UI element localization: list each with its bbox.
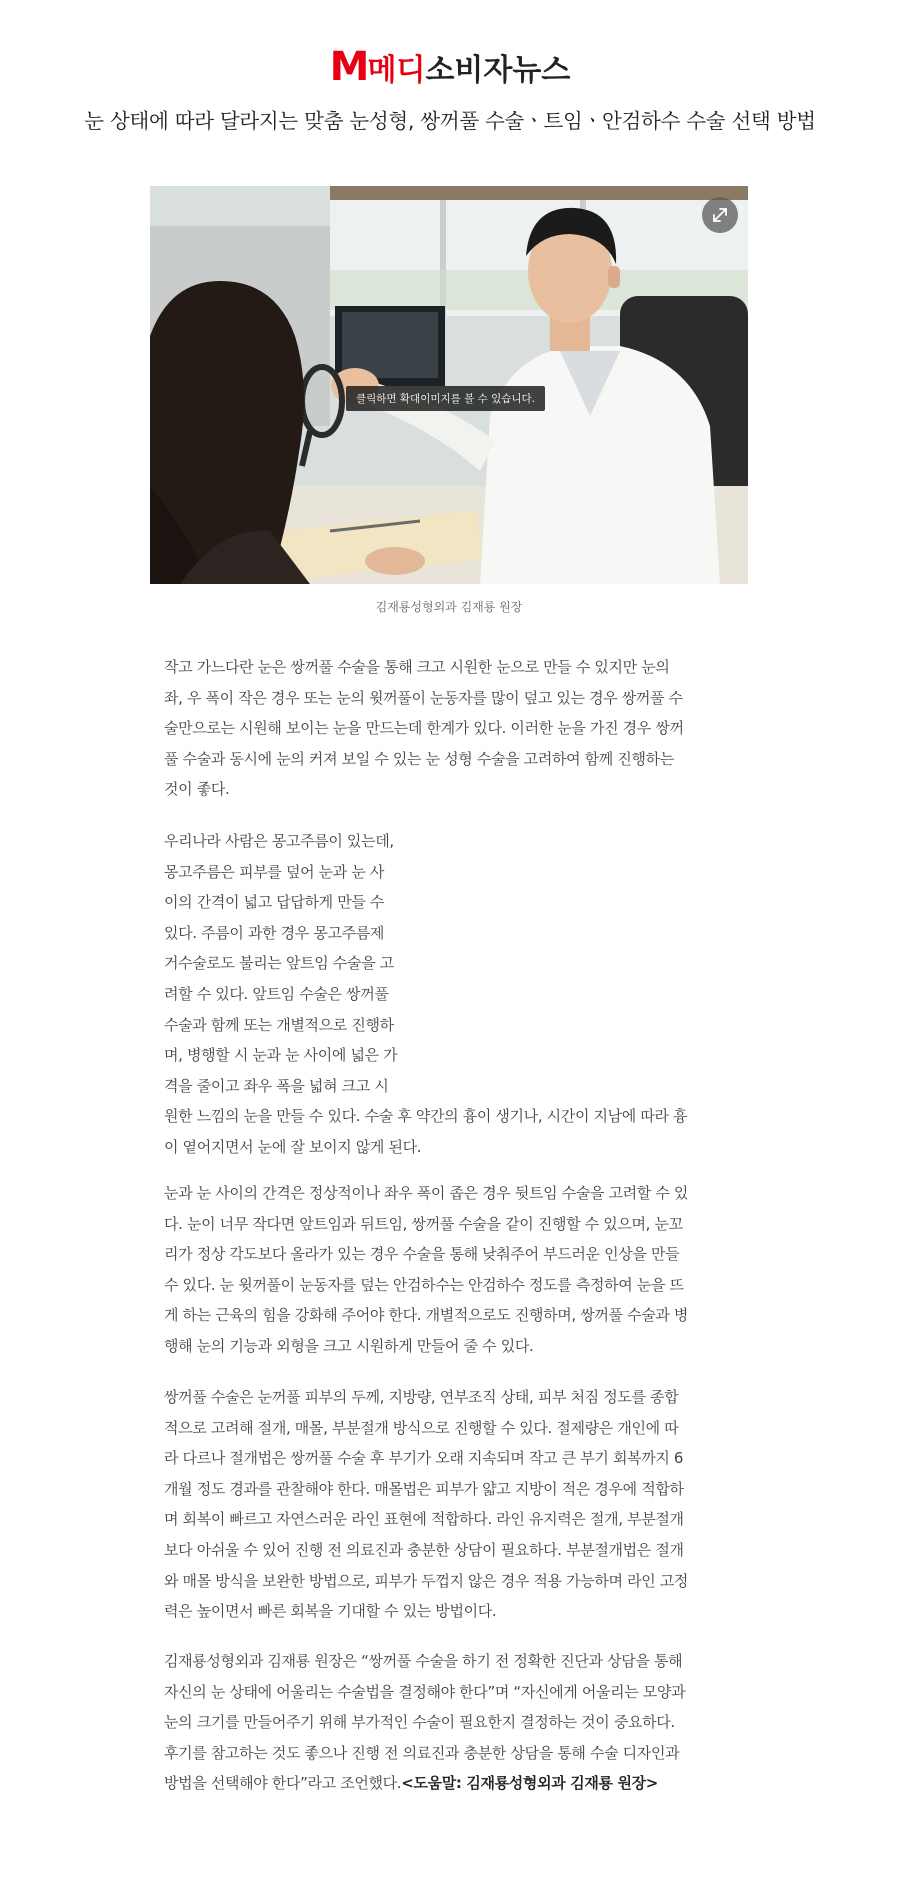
text-line: 김재룡성형외과 김재룡 원장은 “쌍꺼풀 수술을 하기 전 정확한 진단과 상담을 통해 xyxy=(164,1652,683,1670)
text-line: 격을 줄이고 좌우 폭을 넓혀 크고 시 xyxy=(164,1076,389,1095)
text-line: 와 매몰 방식을 보완한 방법으로, 피부가 두껍지 않은 경우 적용 가능하며 라인 고정 xyxy=(164,1571,689,1590)
text-line: 며 회복이 빠르고 자연스러운 라인 표현에 적합하다. 라인 유지력은 절개, 부분절개 xyxy=(164,1510,684,1529)
text-line: 적으로 고려해 절개, 매몰, 부분절개 방식으로 진행할 수 있다. 절제량은 개인에 따 xyxy=(164,1418,679,1437)
article-paragraph-2 xyxy=(164,826,687,1163)
text-line: 며, 병행할 시 눈과 눈 사이에 넓은 가 xyxy=(164,1046,398,1065)
text-line: 자신의 눈 상태에 어울리는 수술법을 결정해야 한다”며 “자신에게 어울리는 모양과 xyxy=(164,1682,686,1701)
text-line: 수 있다. 눈 윗꺼풀이 눈동자를 덮는 안검하수는 안검하수 정도를 측정하여 눈을 뜨 xyxy=(164,1275,684,1294)
article-paragraph-3 xyxy=(164,1178,688,1362)
text-line: 려할 수 있다. 앞트임 수술은 쌍꺼풀 xyxy=(164,984,389,1003)
text-line: 것이 좋다. xyxy=(164,780,230,799)
article-photo[interactable] xyxy=(150,186,748,584)
text-line-last xyxy=(164,1768,685,1799)
text-line: 수술과 함께 또는 개별적으로 진행하 xyxy=(164,1015,394,1034)
text-line: 보다 아쉬울 수 있어 진행 전 의료진과 충분한 상담이 필요하다. 부분절개법은 절개 xyxy=(164,1540,684,1559)
article-headline: 눈 상태에 따라 달라지는 맞춤 눈성형, 쌍꺼풀 수술ㆍ트임ㆍ안검하수 수술 선택 방법 xyxy=(84,109,816,133)
text-line: 풀 수술과 동시에 눈의 커져 보일 수 있는 눈 성형 수술을 고려하여 함께 진행하는 xyxy=(164,749,674,768)
text-line: 술만으로는 시원해 보이는 눈을 만드는데 한계가 있다. 이러한 눈을 가진 경우 쌍꺼 xyxy=(164,719,684,738)
text-line: 후기를 참고하는 것도 좋으나 진행 전 의료진과 충분한 상담을 통해 수술 디자인과 xyxy=(164,1743,680,1762)
text-line: 리가 정상 각도보다 올라가 있는 경우 수술을 통해 낮춰주어 부드러운 인상을 만들 xyxy=(164,1245,680,1264)
text-line: 력은 높이면서 빠른 회복을 기대할 수 있는 방법이다. xyxy=(164,1602,497,1621)
logo-medi: 메디 xyxy=(367,53,426,88)
source-credit: <도움말: 김재룡성형외과 김재룡 원장> xyxy=(401,1774,659,1793)
text-line: 행해 눈의 기능과 외형을 크고 시원하게 만들어 줄 수 있다. xyxy=(164,1336,534,1355)
article-paragraph-1 xyxy=(164,652,684,805)
text-line: 몽고주름은 피부를 덮어 눈과 눈 사 xyxy=(164,862,385,881)
article-paragraph-5 xyxy=(164,1646,685,1799)
text-line: 쌍꺼풀 수술은 눈꺼풀 피부의 두께, 지방량, 연부조직 상태, 피부 처짐 정도를 종합 xyxy=(164,1388,679,1406)
text-line: 개월 정도 경과를 관찰해야 한다. 매몰법은 피부가 얇고 지방이 적은 경우에 적합하 xyxy=(164,1479,684,1498)
logo-m: M xyxy=(329,44,368,90)
text-line: 이의 간격이 넓고 답답하게 만들 수 xyxy=(164,893,385,912)
expand-image-button[interactable] xyxy=(702,197,738,233)
text-line: 원한 느낌의 눈을 만들 수 있다. 수술 후 약간의 흉이 생기나, 시간이 지남에 따라 흉 xyxy=(164,1107,688,1126)
photo-caption: 김재룡성형외과 김재룡 원장 xyxy=(375,600,523,614)
text-line: 다. 눈이 너무 작다면 앞트임과 뒤트임, 쌍꺼풀 수술을 같이 진행할 수 있으며, 눈꼬 xyxy=(164,1214,683,1233)
text-line: 라 다르나 절개법은 쌍꺼풀 수술 후 부기가 오래 지속되며 작고 큰 부기 회복까지 6 xyxy=(164,1449,684,1468)
logo-name: 소비자뉴스 xyxy=(425,53,571,88)
text-line: 눈과 눈 사이의 간격은 정상적이나 좌우 폭이 좁은 경우 뒷트임 수술을 고려할 수 있 xyxy=(164,1184,689,1202)
text-line: 게 하는 근육의 힘을 강화해 주어야 한다. 개별적으로도 진행하며, 쌍꺼풀 수술과 병 xyxy=(164,1306,689,1325)
text-line: 작고 가느다란 눈은 쌍꺼풀 수술을 통해 크고 시원한 눈으로 만들 수 있지만 눈의 xyxy=(164,658,670,676)
text-line: 우리나라 사람은 몽고주름이 있는데, xyxy=(164,832,394,850)
photo-illustration xyxy=(150,186,748,584)
text-line-end: 방법을 선택해야 한다”라고 조언했다. xyxy=(164,1774,402,1793)
enlarge-tooltip: 클릭하면 확대이미지를 볼 수 있습니다. xyxy=(346,386,545,411)
text-line: 있다. 주름이 과한 경우 몽고주름제 xyxy=(164,923,385,942)
article-paragraph-4 xyxy=(164,1382,688,1627)
expand-icon xyxy=(702,197,738,233)
text-line: 거수술로도 불리는 앞트임 수술을 고 xyxy=(164,954,394,973)
text-line: 이 옅어지면서 눈에 잘 보이지 않게 된다. xyxy=(164,1137,422,1156)
site-logo[interactable] xyxy=(0,44,900,90)
text-line: 눈의 크기를 만들어주기 위해 부가적인 수술이 필요한지 결정하는 것이 중요하다. xyxy=(164,1713,675,1732)
text-line: 좌, 우 폭이 작은 경우 또는 눈의 윗꺼풀이 눈동자를 많이 덮고 있는 경우 쌍꺼풀 수 xyxy=(164,688,683,707)
